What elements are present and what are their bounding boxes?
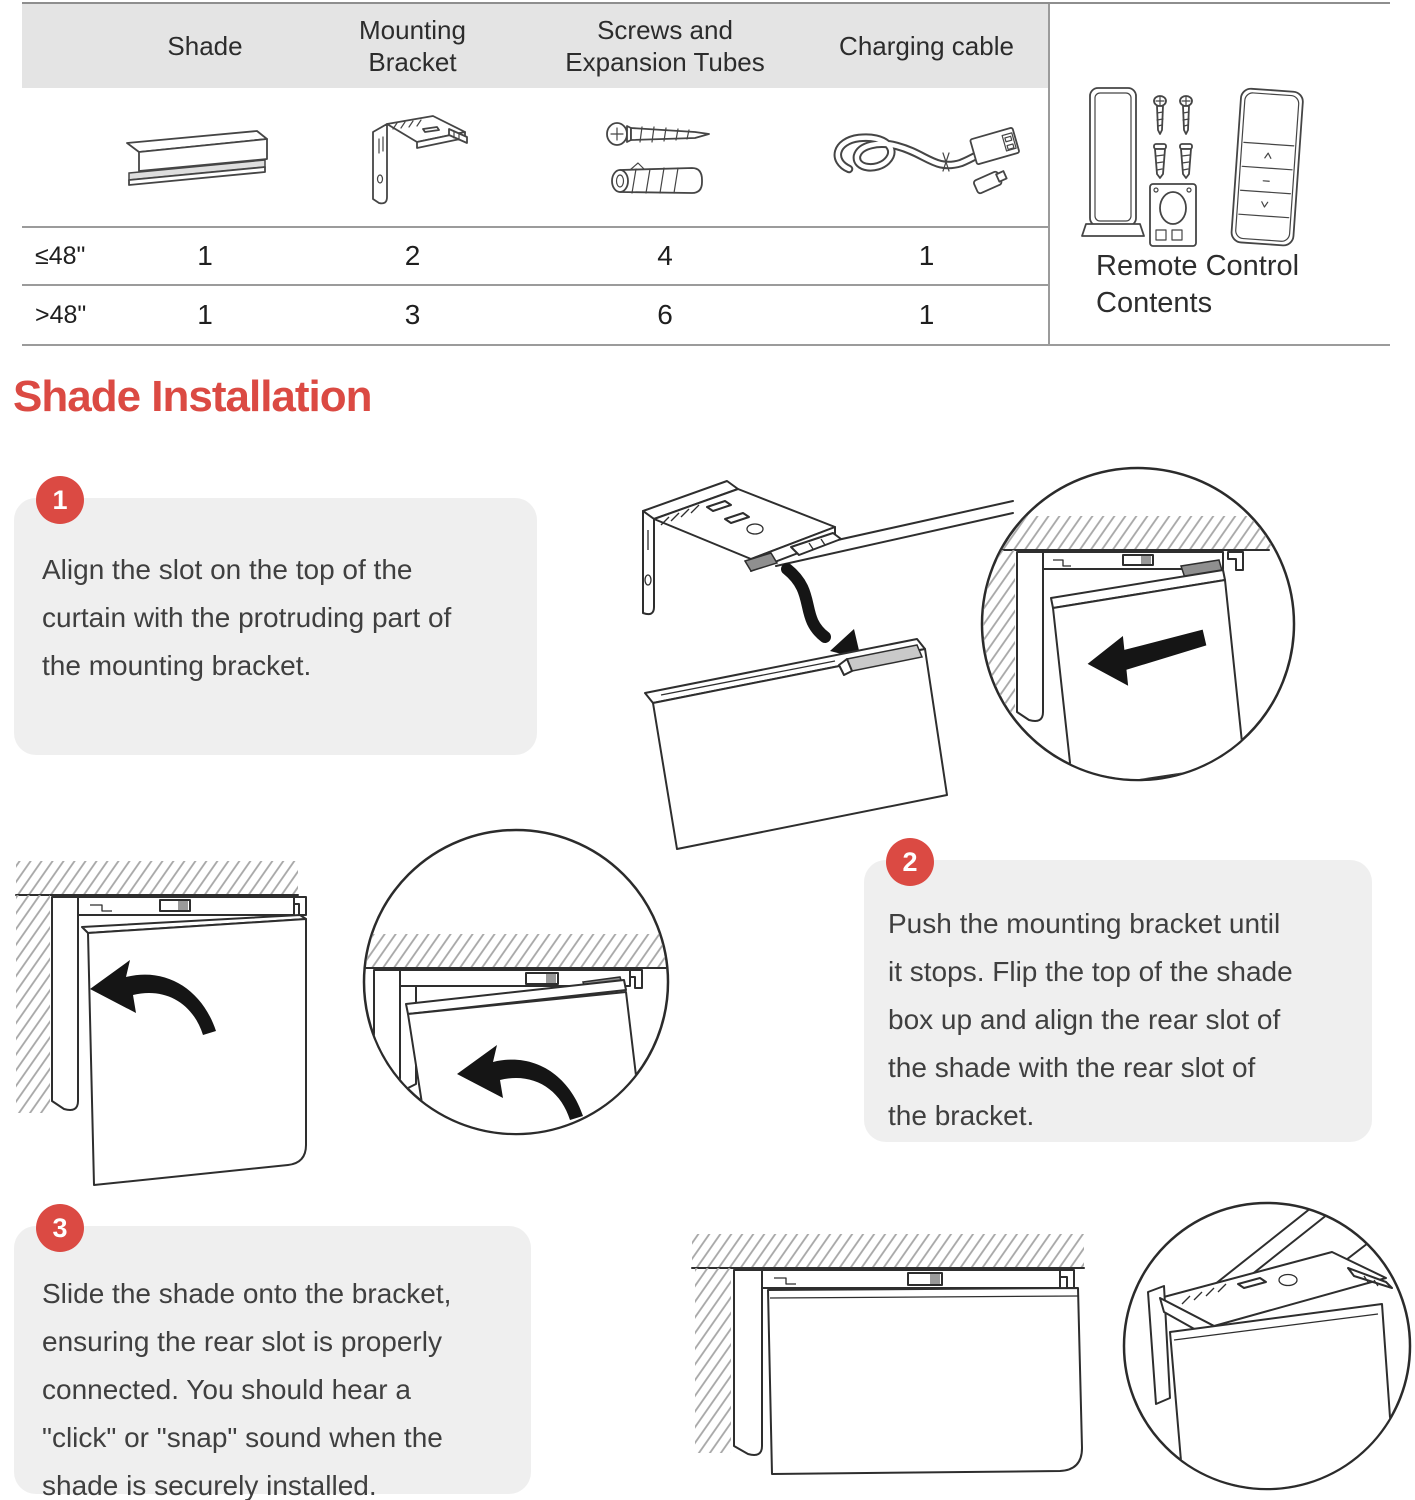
qty-bracket-large: 3 (300, 284, 525, 344)
step3-detail-circle-illustration (1120, 1192, 1415, 1500)
step2-detail-circle-illustration (358, 824, 674, 1140)
anchor-icon (1180, 144, 1192, 178)
qty-shade-large: 1 (110, 284, 300, 344)
parts-table (22, 4, 1050, 344)
step3-installed-illustration (640, 1232, 1100, 1497)
page-title: Shade Installation (13, 372, 372, 421)
step2-shade-hang-illustration (8, 855, 308, 1200)
step-1-instruction (14, 498, 537, 755)
step-1-text: Align the slot on the top of the curtain with the protruding part of the mounting bracket. (42, 554, 452, 681)
step-2-instruction (864, 860, 1372, 1142)
step1-detail-circle-illustration (973, 460, 1303, 795)
remote-contents-illustration (1076, 82, 1328, 250)
mounting-bracket-icon (353, 107, 473, 207)
screw-icon (1154, 96, 1166, 134)
icon-cell-screws (525, 88, 805, 226)
col-header-charging-cable: Charging cable (805, 4, 1048, 88)
step-2-text: Push the mounting bracket until it stops. Flip the top of the shade box up and align the rear slot of the shade with the rear slot of the bracket. (888, 908, 1293, 1131)
size-row-label: ≤48" (22, 226, 110, 284)
col-header-mounting-bracket: Mounting Bracket (300, 4, 525, 88)
qty-screws-small: 4 (525, 226, 805, 284)
screw-icon (1180, 96, 1192, 134)
step-3-instruction (14, 1226, 531, 1500)
charging-cable-icon (827, 111, 1027, 203)
package-contents-section (22, 2, 1390, 346)
qty-screws-large: 6 (525, 284, 805, 344)
screws-expansion-tubes-icon (600, 107, 730, 207)
size-row-label: >48" (22, 284, 110, 344)
shade-headrail-icon (115, 123, 295, 191)
remote-mount-plate-icon (1150, 184, 1196, 246)
step-3-text: Slide the shade onto the bracket, ensuring the rear slot is properly connected. You should hear a "click" or "snap" sound when the shade is securely installed. (42, 1278, 452, 1500)
col-header-screws: Screws and Expansion Tubes (525, 4, 805, 88)
remote-control-icon (1231, 88, 1304, 246)
step-3-badge: 3 (36, 1204, 84, 1252)
qty-cable-small: 1 (805, 226, 1048, 284)
col-header-shade: Shade (110, 4, 300, 88)
align-arrow (787, 569, 825, 637)
qty-shade-small: 1 (110, 226, 300, 284)
step-1-badge: 1 (36, 476, 84, 524)
step1-bracket-align-illustration (595, 445, 1015, 855)
remote-caption: Remote Control Contents (1096, 250, 1300, 319)
icon-cell-cable (805, 88, 1048, 226)
icon-cell-empty (22, 88, 110, 226)
qty-bracket-small: 2 (300, 226, 525, 284)
remote-control-panel (1050, 4, 1390, 344)
anchor-icon (1154, 144, 1166, 178)
icon-cell-shade (110, 88, 300, 226)
qty-cable-large: 1 (805, 284, 1048, 344)
icon-cell-bracket (300, 88, 525, 226)
step-2-badge: 2 (886, 838, 934, 886)
col-header-empty (22, 4, 110, 88)
